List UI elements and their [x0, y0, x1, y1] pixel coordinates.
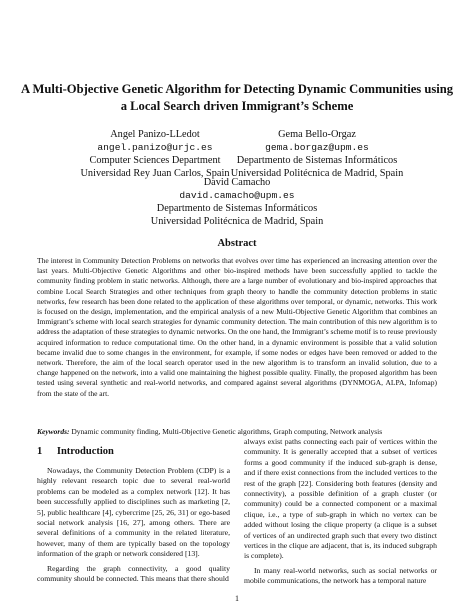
author-department: Departmento de Sistemas Informáticos — [236, 155, 398, 166]
right-column — [244, 437, 437, 591]
author-block-3 — [132, 176, 342, 228]
author-name: Angel Panizo-LLedot — [110, 129, 200, 140]
title-line-2: a Local Search driven Immigrant’s Scheme — [120, 99, 354, 113]
abstract-heading: Abstract — [217, 238, 257, 249]
author-university: Universidad Rey Juan Carlos, Spain — [80, 168, 230, 179]
author-block-2 — [222, 128, 412, 180]
author-name: Gema Bello-Orgaz — [278, 129, 356, 140]
author-university: Universidad Politécnica de Madrid, Spain — [230, 168, 404, 179]
section-number: 1 — [37, 446, 43, 457]
abstract-text: The interest in Community Detection Problems on networks that evolves over time has experienced an increasing attention over the last years. Multi-Objective Genetic Algorithms and other bio-inspired methods have been successfully applied to tackle the community finding problem in static networks. Although, there are a large number of evolutionary and bio-inspired approaches that combine Local Search Strategies and other techniques from graph theory to handle the community detection problems in static networks, few research has been done related to the application of these algorithms over temporal, or dynamic, networks. This work is focused on the design, implementation, and the empirical analysis of a new Multi-Objective Genetic Algorithm that combines an Immigrant’s scheme with local search strategies for dynamic community detection. The main contribution of this new algorithm is to address the adaptation of these strategies to dynamic networks. On the one hand, the Immigrant’s scheme motif is to reuse previously acquired information to reduce computational time. On the other hand, in a dynamic environment is possible that a valid solution became invalid due to some changes in the environment, for example, if some nodes or edges have been removed or added to the network. Therefore, the aim of the local search operator used in the new algorithm is to transform an invalid solution, due to a change happened on the network, into a valid one maintaining the highest possible quality. Finally, the proposed algorithm has been tested using several synthetic and real-world networks, and compared against several algorithms (DYNMOGA, ALPA, Infomap) from the state of the art. — [37, 256, 437, 398]
keywords-line — [37, 427, 437, 437]
keywords-label: Keywords: — [37, 427, 70, 436]
keywords-list: Dynamic community finding, Multi-Objective Genetic algorithms, Graph computing, Network analysis — [71, 427, 383, 436]
author-department: Departmento de Sistemas Informáticos — [156, 203, 318, 214]
author-department: Computer Sciences Department — [89, 155, 221, 166]
author-name: David Camacho — [203, 177, 271, 188]
author-email[interactable]: angel.panizo@urjc.es — [97, 142, 213, 153]
author-university: Universidad Politécnica de Madrid, Spain — [150, 216, 324, 227]
author-email[interactable]: david.camacho@upm.es — [179, 190, 295, 201]
paragraph: always exist paths connecting each pair of vertices within the community. It is generally accepted that a subset of vertices forms a good community if the induced sub-graph is dense, and if there exist connections from the included vertices to the rest of the graph [22]. Considering both features (density and connectivity), a possible definition of a graph cluster (or community) could be a connected component or a maximal clique, i.e., a type of sub-graph in which no vertex can be added without losing the clique property (a clique is a subset of vertices of an undirected graph such that every two distinct vertices in the clique are adjacent, that is, its induced subgraph is complete). — [244, 437, 437, 561]
left-column — [37, 466, 230, 588]
paragraph: Regarding the graph connectivity, a good quality community should be connected. This means that there should — [37, 563, 230, 584]
paragraph: In many real-world networks, such as social networks or mobile communications, the network has a temporal nature — [244, 565, 437, 586]
author-email[interactable]: gema.borgaz@upm.es — [265, 142, 369, 153]
section-heading — [37, 446, 114, 457]
author-block-1 — [70, 128, 240, 180]
paragraph: Nowadays, the Community Detection Problem (CDP) is a highly relevant research topic due to several real-world problems can be modeled as a complex network [12]. It has been successfully applied to disciplines such as marketing [2, 5], public healthcare [4], cybercrime [25, 26, 31] or ego-based social network analysis [16, 27], among others. There are several definitions of a community in the related literature, however, many of them are typically based on the topology information of the graph or network considered [13]. — [37, 466, 230, 559]
page-number: 1 — [235, 594, 239, 603]
title-line-1: A Multi-Objective Genetic Algorithm for Detecting Dynamic Communities using — [20, 82, 454, 96]
section-title: Introduction — [56, 446, 114, 457]
paper-title — [20, 81, 454, 115]
